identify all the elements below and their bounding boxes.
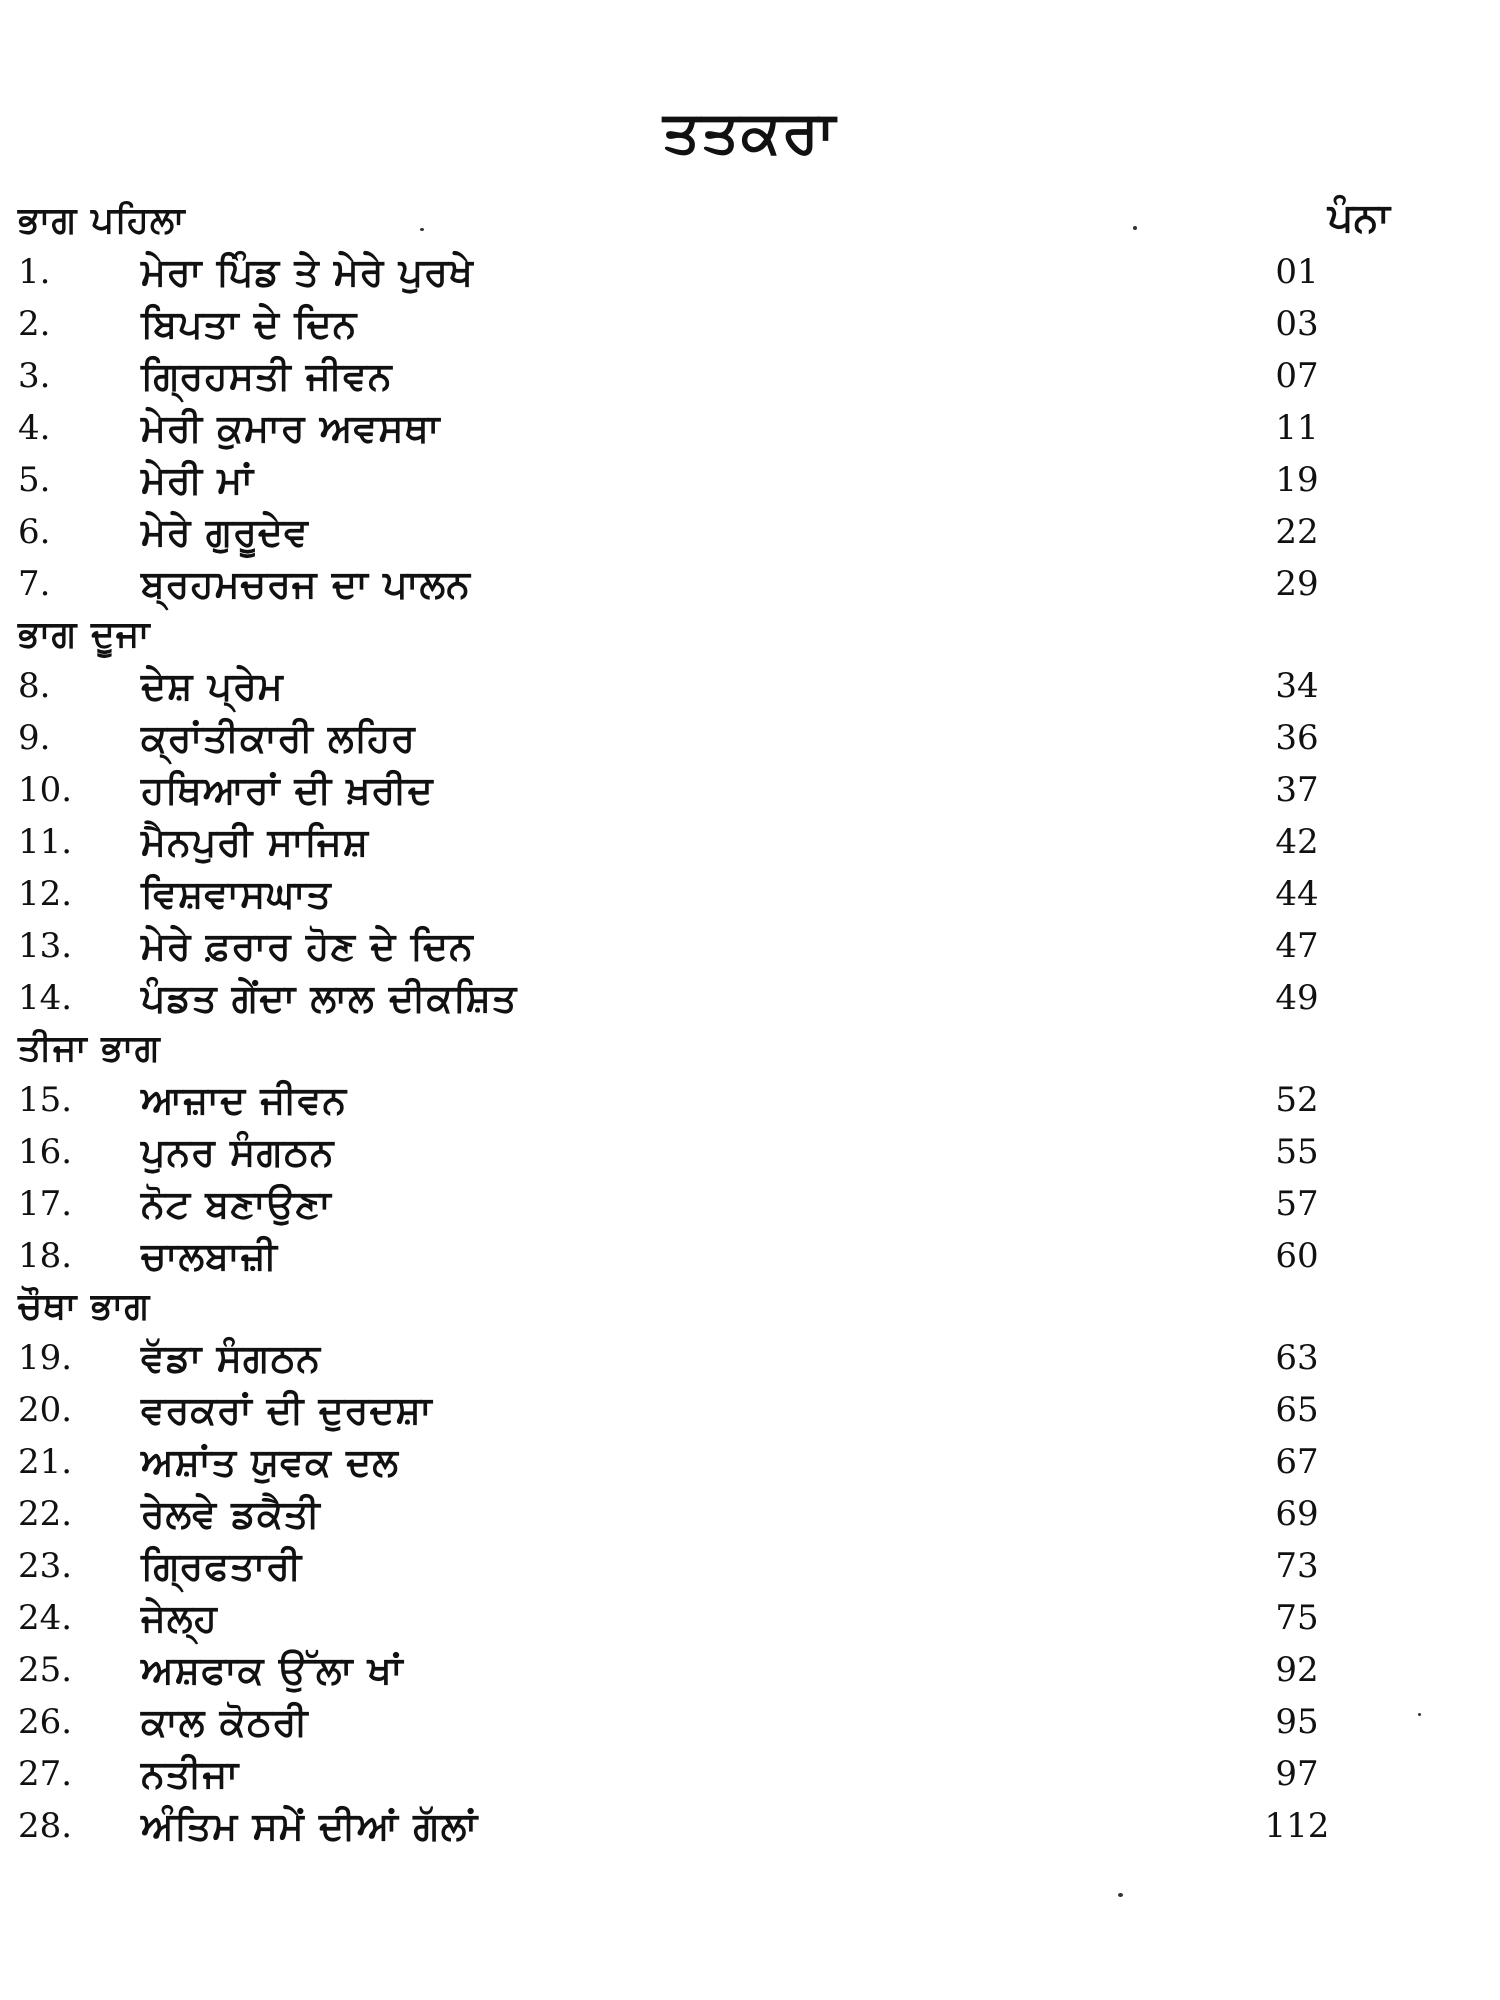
chapter-number: 14. bbox=[18, 978, 73, 1018]
chapter-title: ਮੇਰਾ ਪਿੰਡ ਤੇ ਮੇਰੇ ਪੁਰਖੇ bbox=[141, 250, 474, 294]
page-number: 01 bbox=[1275, 252, 1319, 292]
toc-entry bbox=[18, 558, 1390, 610]
toc-entry bbox=[18, 764, 1390, 816]
scan-speck bbox=[1133, 226, 1137, 230]
toc-entry bbox=[18, 350, 1390, 402]
chapter-number: 15. bbox=[18, 1080, 73, 1120]
chapter-title: ਵੱਡਾ ਸੰਗਠਨ bbox=[141, 1336, 322, 1380]
chapter-number: 22. bbox=[18, 1494, 73, 1534]
page-number: 112 bbox=[1264, 1806, 1330, 1846]
page-number: 36 bbox=[1275, 718, 1319, 758]
chapter-number: 16. bbox=[18, 1132, 73, 1172]
toc-entry bbox=[18, 402, 1390, 454]
chapter-title: ਬ੍ਰਹਮਚਰਜ ਦਾ ਪਾਲਨ bbox=[141, 562, 471, 606]
chapter-title: ਰੇਲਵੇ ਡਕੈਤੀ bbox=[141, 1492, 321, 1536]
toc-entry bbox=[18, 972, 1390, 1024]
toc-entry bbox=[18, 1332, 1390, 1384]
chapter-number: 19. bbox=[18, 1338, 73, 1378]
part-heading-row bbox=[18, 1024, 1390, 1074]
toc-entry bbox=[18, 1178, 1390, 1230]
part-heading: ਚੌਥਾ ਭਾਗ bbox=[18, 1286, 151, 1327]
page-column-heading: ਪੰਨਾ bbox=[1327, 195, 1390, 241]
chapter-title: ਦੇਸ਼ ਪ੍ਰੇਮ bbox=[141, 664, 284, 708]
toc-entry bbox=[18, 1126, 1390, 1178]
chapter-number: 25. bbox=[18, 1650, 73, 1690]
table-of-contents bbox=[18, 196, 1390, 1852]
chapter-number: 12. bbox=[18, 874, 73, 914]
toc-entry bbox=[18, 1384, 1390, 1436]
page-number: 67 bbox=[1275, 1442, 1319, 1482]
chapter-title: ਮੇਰੀ ਕੁਮਾਰ ਅਵਸਥਾ bbox=[141, 406, 441, 450]
toc-entry bbox=[18, 1748, 1390, 1800]
chapter-number: 7. bbox=[18, 564, 51, 604]
toc-entry bbox=[18, 920, 1390, 972]
chapter-title: ਵਿਸ਼ਵਾਸਘਾਤ bbox=[141, 872, 332, 916]
toc-entry bbox=[18, 246, 1390, 298]
toc-entry bbox=[18, 1644, 1390, 1696]
toc-entry bbox=[18, 1696, 1390, 1748]
chapter-number: 2. bbox=[18, 304, 51, 344]
chapter-title: ਹਥਿਆਰਾਂ ਦੀ ਖ਼ਰੀਦ bbox=[141, 768, 434, 812]
page-number: 03 bbox=[1275, 304, 1319, 344]
chapter-number: 4. bbox=[18, 408, 51, 448]
page-number: 49 bbox=[1275, 978, 1319, 1018]
part-heading: ਤੀਜਾ ਭਾਗ bbox=[18, 1028, 161, 1069]
chapter-title: ਮੇਰੇ ਗੁਰੂਦੇਵ bbox=[141, 510, 309, 554]
chapter-number: 13. bbox=[18, 926, 73, 966]
page-number: 57 bbox=[1275, 1184, 1319, 1224]
part-heading-row bbox=[18, 610, 1390, 660]
toc-entry bbox=[18, 712, 1390, 764]
page-number: 22 bbox=[1275, 512, 1319, 552]
chapter-number: 21. bbox=[18, 1442, 73, 1482]
page-number: 69 bbox=[1275, 1494, 1319, 1534]
chapter-number: 1. bbox=[18, 252, 51, 292]
page-number: 34 bbox=[1275, 666, 1319, 706]
chapter-number: 10. bbox=[18, 770, 73, 810]
chapter-number: 26. bbox=[18, 1702, 73, 1742]
toc-entry bbox=[18, 868, 1390, 920]
page-title: ਤਤਕਰਾ bbox=[662, 98, 838, 166]
chapter-number: 3. bbox=[18, 356, 51, 396]
page-number: 65 bbox=[1275, 1390, 1319, 1430]
page-number: 73 bbox=[1275, 1546, 1319, 1586]
scan-speck bbox=[1118, 1893, 1123, 1897]
chapter-title: ਮੇਰੇ ਫ਼ਰਾਰ ਹੋਣ ਦੇ ਦਿਨ bbox=[141, 924, 474, 968]
toc-entry bbox=[18, 506, 1390, 558]
chapter-title: ਵਰਕਰਾਂ ਦੀ ਦੁਰਦਸ਼ਾ bbox=[141, 1388, 433, 1432]
scan-speck bbox=[1418, 1713, 1421, 1716]
chapter-title: ਪੰਡਤ ਗੇਂਦਾ ਲਾਲ ਦੀਕਸ਼ਿਤ bbox=[141, 976, 518, 1020]
chapter-title: ਮੈਨਪੁਰੀ ਸਾਜਿਸ਼ bbox=[141, 820, 370, 864]
chapter-title: ਮੇਰੀ ਮਾਂ bbox=[141, 458, 254, 502]
page-number: 92 bbox=[1275, 1650, 1319, 1690]
chapter-title: ਚਾਲਬਾਜ਼ੀ bbox=[141, 1234, 278, 1278]
chapter-number: 18. bbox=[18, 1236, 73, 1276]
scan-speck bbox=[420, 228, 424, 231]
toc-entry bbox=[18, 1074, 1390, 1126]
part-heading-row bbox=[18, 196, 1390, 246]
page-number: 19 bbox=[1275, 460, 1319, 500]
chapter-number: 17. bbox=[18, 1184, 73, 1224]
toc-entry bbox=[18, 1488, 1390, 1540]
toc-entry bbox=[18, 1230, 1390, 1282]
page-number: 97 bbox=[1275, 1754, 1319, 1794]
chapter-number: 27. bbox=[18, 1754, 73, 1794]
toc-entry bbox=[18, 1436, 1390, 1488]
page-number: 60 bbox=[1275, 1236, 1319, 1276]
toc-entry bbox=[18, 1592, 1390, 1644]
page-number: 63 bbox=[1275, 1338, 1319, 1378]
page-number: 95 bbox=[1275, 1702, 1319, 1742]
chapter-number: 28. bbox=[18, 1806, 73, 1846]
toc-entry bbox=[18, 454, 1390, 506]
chapter-number: 6. bbox=[18, 512, 51, 552]
chapter-title: ਪੁਨਰ ਸੰਗਠਨ bbox=[141, 1130, 335, 1174]
toc-entry bbox=[18, 816, 1390, 868]
chapter-title: ਅਸ਼ਾਂਤ ਯੁਵਕ ਦਲ bbox=[141, 1440, 399, 1484]
chapter-number: 8. bbox=[18, 666, 51, 706]
toc-entry bbox=[18, 660, 1390, 712]
chapter-number: 20. bbox=[18, 1390, 73, 1430]
page-number: 47 bbox=[1275, 926, 1319, 966]
chapter-title: ਗ੍ਰਿਫਤਾਰੀ bbox=[141, 1544, 303, 1588]
chapter-title: ਨਤੀਜਾ bbox=[141, 1752, 240, 1796]
page-number: 07 bbox=[1275, 356, 1319, 396]
part-heading: ਭਾਗ ਪਹਿਲਾ bbox=[18, 200, 186, 241]
chapter-number: 11. bbox=[18, 822, 73, 862]
chapter-title: ਅਸ਼ਫਾਕ ਉੱਲਾ ਖਾਂ bbox=[141, 1648, 404, 1692]
chapter-number: 23. bbox=[18, 1546, 73, 1586]
chapter-title: ਗ੍ਰਿਹਸਤੀ ਜੀਵਨ bbox=[141, 354, 393, 398]
chapter-title: ਕਾਲ ਕੋਠਰੀ bbox=[141, 1700, 309, 1744]
page-number: 37 bbox=[1275, 770, 1319, 810]
chapter-number: 9. bbox=[18, 718, 51, 758]
toc-entry bbox=[18, 1540, 1390, 1592]
chapter-title: ਕ੍ਰਾਂਤੀਕਾਰੀ ਲਹਿਰ bbox=[141, 716, 416, 760]
toc-entry bbox=[18, 1800, 1390, 1852]
page-number: 75 bbox=[1275, 1598, 1319, 1638]
part-heading: ਭਾਗ ਦੂਜਾ bbox=[18, 614, 151, 655]
part-heading-row bbox=[18, 1282, 1390, 1332]
page-number: 55 bbox=[1275, 1132, 1319, 1172]
page-number: 42 bbox=[1275, 822, 1319, 862]
page-number: 52 bbox=[1275, 1080, 1319, 1120]
page-number: 44 bbox=[1275, 874, 1319, 914]
chapter-title: ਬਿਪਤਾ ਦੇ ਦਿਨ bbox=[141, 302, 358, 346]
page-number: 11 bbox=[1275, 408, 1319, 448]
page-number: 29 bbox=[1275, 564, 1319, 604]
chapter-title: ਨੋਟ ਬਣਾਉਣਾ bbox=[141, 1182, 332, 1226]
chapter-title: ਆਜ਼ਾਦ ਜੀਵਨ bbox=[141, 1078, 348, 1122]
chapter-title: ਜੇਲ੍ਹ bbox=[141, 1596, 218, 1640]
chapter-number: 5. bbox=[18, 460, 51, 500]
chapter-title: ਅੰਤਿਮ ਸਮੇਂ ਦੀਆਂ ਗੱਲਾਂ bbox=[141, 1804, 479, 1848]
chapter-number: 24. bbox=[18, 1598, 73, 1638]
toc-entry bbox=[18, 298, 1390, 350]
